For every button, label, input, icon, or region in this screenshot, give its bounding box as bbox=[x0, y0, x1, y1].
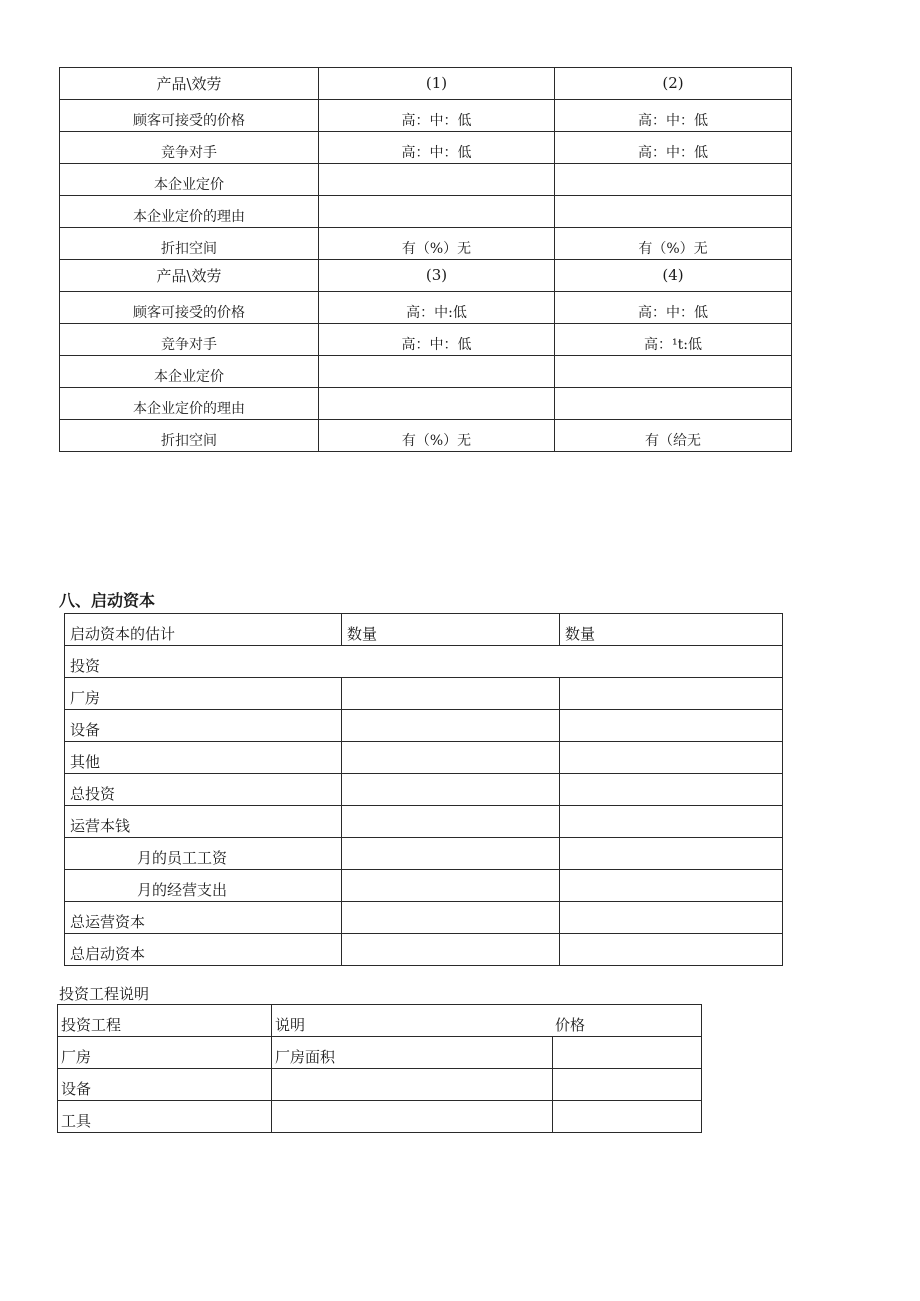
capital-row-label: 设备 bbox=[65, 710, 342, 742]
capital-quantity-cell[interactable] bbox=[560, 806, 783, 838]
capital-row-label: 总投资 bbox=[65, 774, 342, 806]
capital-row bbox=[65, 934, 783, 966]
capital-row bbox=[65, 678, 783, 710]
pricing-row bbox=[60, 324, 792, 356]
capital-quantity-cell[interactable] bbox=[342, 678, 560, 710]
capital-row-label: 厂房 bbox=[65, 678, 342, 710]
pricing-row-label: 本企业定价 bbox=[60, 356, 319, 388]
pricing-row-label: 折扣空间 bbox=[60, 228, 319, 260]
pricing-row bbox=[60, 260, 792, 292]
capital-quantity-cell[interactable] bbox=[342, 806, 560, 838]
project-row bbox=[58, 1037, 702, 1069]
pricing-row-label: 竞争对手 bbox=[60, 132, 319, 164]
pricing-value-cell: 有（%）无 bbox=[319, 420, 555, 452]
capital-header-label: 启动资本的估计 bbox=[65, 614, 342, 646]
capital-row-label: 其他 bbox=[65, 742, 342, 774]
capital-quantity-cell[interactable] bbox=[342, 934, 560, 966]
pricing-row-label: 竞争对手 bbox=[60, 324, 319, 356]
product-number-cell: (4) bbox=[555, 260, 792, 292]
pricing-row-label: 顾客可接受的价格 bbox=[60, 292, 319, 324]
pricing-row bbox=[60, 292, 792, 324]
capital-quantity-cell[interactable] bbox=[342, 838, 560, 870]
pricing-value-cell: 有（%）无 bbox=[319, 228, 555, 260]
project-desc-cell[interactable] bbox=[272, 1069, 553, 1101]
projects-header-row bbox=[58, 1005, 702, 1037]
capital-quantity-cell[interactable] bbox=[342, 742, 560, 774]
capital-header-row bbox=[65, 614, 783, 646]
capital-quantity-cell[interactable] bbox=[560, 742, 783, 774]
pricing-value-cell bbox=[319, 356, 555, 388]
project-price-cell[interactable] bbox=[553, 1037, 702, 1069]
pricing-value-cell: 高：中：低 bbox=[319, 324, 555, 356]
product-number-cell: (3) bbox=[319, 260, 555, 292]
pricing-value-cell bbox=[555, 356, 792, 388]
projects-header-price: 价格 bbox=[555, 1016, 586, 1034]
pricing-value-cell bbox=[319, 388, 555, 420]
capital-quantity-cell[interactable] bbox=[342, 710, 560, 742]
project-item-cell: 厂房 bbox=[58, 1037, 272, 1069]
pricing-value-cell: 高：¹t:低 bbox=[555, 324, 792, 356]
capital-quantity-cell[interactable] bbox=[560, 934, 783, 966]
pricing-row bbox=[60, 388, 792, 420]
product-number-cell: (1) bbox=[319, 68, 555, 100]
pricing-row bbox=[60, 196, 792, 228]
pricing-value-cell bbox=[555, 388, 792, 420]
capital-quantity-cell[interactable] bbox=[342, 870, 560, 902]
startup-capital-table bbox=[64, 613, 783, 966]
project-item-cell: 设备 bbox=[58, 1069, 272, 1101]
investment-projects-table-body bbox=[58, 1005, 702, 1133]
capital-row-label: 运营本钱 bbox=[65, 806, 342, 838]
pricing-value-cell: 高：中：低 bbox=[555, 132, 792, 164]
startup-capital-table-body bbox=[65, 614, 783, 966]
capital-quantity-cell[interactable] bbox=[560, 710, 783, 742]
pricing-value-cell: 高：中：低 bbox=[555, 292, 792, 324]
project-row bbox=[58, 1069, 702, 1101]
capital-row bbox=[65, 902, 783, 934]
capital-row-label: 总启动资本 bbox=[65, 934, 342, 966]
pricing-value-cell: 有（给无 bbox=[555, 420, 792, 452]
pricing-value-cell bbox=[319, 196, 555, 228]
capital-row-label: 月的经营支出 bbox=[65, 870, 342, 902]
capital-quantity-cell[interactable] bbox=[560, 774, 783, 806]
capital-row bbox=[65, 838, 783, 870]
capital-row bbox=[65, 870, 783, 902]
capital-investment-row bbox=[65, 646, 783, 678]
pricing-row-label: 产品\效劳 bbox=[60, 68, 319, 100]
capital-header-quantity-2: 数量 bbox=[560, 614, 783, 646]
capital-row-label: 总运营资本 bbox=[65, 902, 342, 934]
pricing-value-cell bbox=[555, 196, 792, 228]
capital-quantity-cell[interactable] bbox=[342, 774, 560, 806]
projects-header-item: 投资工程 bbox=[58, 1005, 272, 1037]
pricing-value-cell: 高：中：低 bbox=[555, 100, 792, 132]
capital-quantity-cell[interactable] bbox=[560, 902, 783, 934]
pricing-value-cell: 高：中：低 bbox=[319, 100, 555, 132]
pricing-row bbox=[60, 356, 792, 388]
pricing-value-cell: 有（%）无 bbox=[555, 228, 792, 260]
pricing-value-cell bbox=[555, 164, 792, 196]
project-price-cell[interactable] bbox=[553, 1069, 702, 1101]
pricing-value-cell: 高：中:低 bbox=[319, 292, 555, 324]
investment-projects-title: 投资工程说明 bbox=[59, 985, 150, 1003]
pricing-row bbox=[60, 420, 792, 452]
capital-investment-label: 投资 bbox=[65, 646, 783, 678]
pricing-value-cell bbox=[319, 164, 555, 196]
capital-quantity-cell[interactable] bbox=[342, 902, 560, 934]
capital-quantity-cell[interactable] bbox=[560, 870, 783, 902]
project-price-cell[interactable] bbox=[553, 1101, 702, 1133]
capital-row bbox=[65, 742, 783, 774]
pricing-row bbox=[60, 228, 792, 260]
capital-header-quantity-1: 数量 bbox=[342, 614, 560, 646]
pricing-row bbox=[60, 164, 792, 196]
capital-quantity-cell[interactable] bbox=[560, 678, 783, 710]
capital-quantity-cell[interactable] bbox=[560, 838, 783, 870]
pricing-row bbox=[60, 100, 792, 132]
capital-row bbox=[65, 710, 783, 742]
pricing-row-label: 产品\效劳 bbox=[60, 260, 319, 292]
pricing-row-label: 顾客可接受的价格 bbox=[60, 100, 319, 132]
project-row bbox=[58, 1101, 702, 1133]
product-number-cell: (2) bbox=[555, 68, 792, 100]
investment-projects-table bbox=[57, 1004, 702, 1133]
project-item-cell: 工具 bbox=[58, 1101, 272, 1133]
projects-header-desc: 说明 bbox=[275, 1016, 306, 1034]
capital-row-label: 月的员工工资 bbox=[65, 838, 342, 870]
pricing-row-label: 折扣空间 bbox=[60, 420, 319, 452]
capital-row bbox=[65, 806, 783, 838]
project-desc-cell[interactable] bbox=[272, 1101, 553, 1133]
pricing-table-body bbox=[60, 68, 792, 452]
projects-header-desc-price bbox=[272, 1005, 702, 1037]
pricing-row bbox=[60, 132, 792, 164]
pricing-row-label: 本企业定价 bbox=[60, 164, 319, 196]
project-desc-cell[interactable]: 厂房面积 bbox=[272, 1037, 553, 1069]
pricing-table bbox=[59, 67, 792, 452]
pricing-row-label: 本企业定价的理由 bbox=[60, 196, 319, 228]
pricing-row-label: 本企业定价的理由 bbox=[60, 388, 319, 420]
pricing-row bbox=[60, 68, 792, 100]
pricing-value-cell: 高：中：低 bbox=[319, 132, 555, 164]
capital-row bbox=[65, 774, 783, 806]
section-title-startup-capital: 八、启动资本 bbox=[59, 591, 156, 610]
